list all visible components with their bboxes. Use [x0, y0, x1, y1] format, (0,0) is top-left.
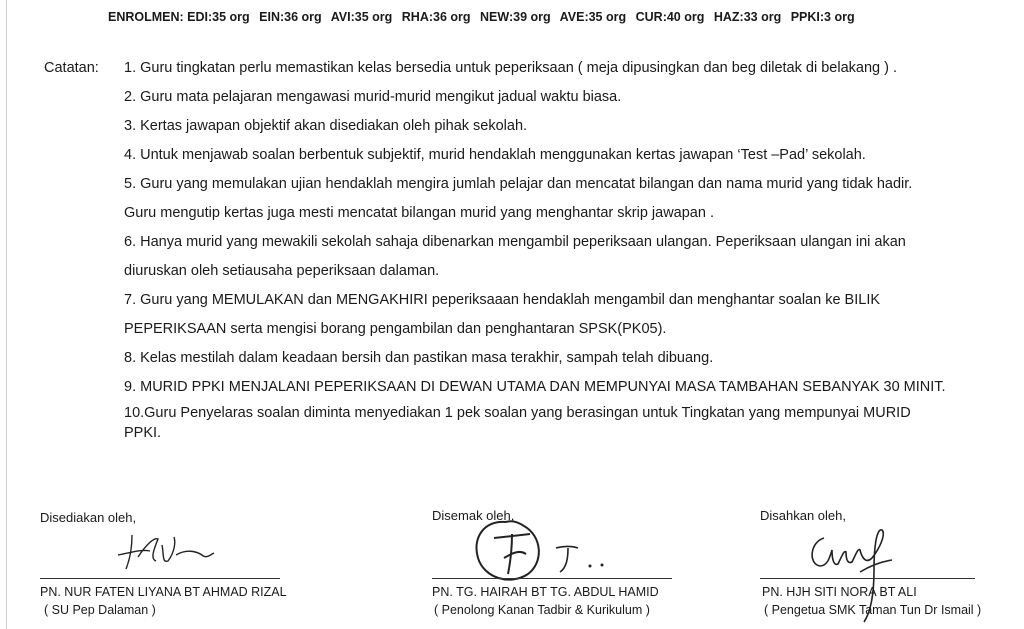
enrolment-item: CUR:40 org: [635, 10, 705, 24]
enrolment-item: PPKI:3 org: [790, 10, 855, 24]
catatan-label: Catatan:: [44, 60, 99, 76]
note-line: 6. Hanya murid yang mewakili sekolah sahaja dibenarkan mengambil peperiksaan ulangan. Peperiksaan ulangan ini akan: [124, 234, 906, 250]
signatory-name: PN. HJH SITI NORA BT ALI: [762, 585, 917, 599]
signatory-name: PN. TG. HAIRAH BT TG. ABDUL HAMID: [432, 585, 659, 599]
enrolment-item: NEW:39 org: [480, 10, 551, 24]
note-line: PEPERIKSAAN serta mengisi borang pengambilan dan penghantaran SPSK(PK05).: [124, 321, 667, 337]
note-line: 1. Guru tingkatan perlu memastikan kelas bersedia untuk peperiksaan ( meja dipusingkan dan beg diletak di belakang ) .: [124, 60, 897, 76]
prepared-by-label: Disediakan oleh,: [40, 510, 137, 525]
note-line: 5. Guru yang memulakan ujian hendaklah mengira jumlah pelajar dan mencatat bilangan dan nama murid yang tidak hadir.: [124, 176, 913, 192]
note-line: PPKI.: [124, 425, 162, 441]
signatory-name: PN. NUR FATEN LIYANA BT AHMAD RIZAL: [40, 585, 287, 599]
enrolment-item: RHA:36 org: [401, 10, 471, 24]
signature-line: [432, 578, 672, 579]
enrolment-item: AVI:35 org: [330, 10, 393, 24]
signature-1-image: [110, 525, 230, 575]
signatory-title: ( Pengetua SMK Taman Tun Dr Ismail ): [764, 603, 982, 617]
note-line: diuruskan oleh setiausaha peperiksaan dalaman.: [124, 263, 440, 279]
enrolment-item: EIN:36 org: [259, 10, 322, 24]
note-line: 9. MURID PPKI MENJALANI PEPERIKSAAN DI DEWAN UTAMA DAN MEMPUNYAI MASA TAMBAHAN SEBANYAK 30 MINIT.: [124, 379, 946, 395]
note-line: Guru mengutip kertas juga mesti mencatat bilangan murid yang menghantar skrip jawapan .: [124, 205, 714, 221]
signatory-title: ( SU Pep Dalaman ): [44, 603, 156, 617]
checked-by-label: Disemak oleh,: [432, 508, 515, 523]
enrolment-item: HAZ:33 org: [713, 10, 782, 24]
note-line: 10.Guru Penyelaras soalan diminta menyediakan 1 pek soalan yang berasingan untuk Tingkatan yang mempunyai MURID: [124, 405, 911, 421]
note-line: 3. Kertas jawapan objektif akan disediakan oleh pihak sekolah.: [124, 118, 528, 134]
enrolment-header: [108, 10, 861, 24]
signature-line: [760, 578, 975, 579]
signature-line: [40, 578, 280, 579]
enrolment-item: AVE:35 org: [559, 10, 627, 24]
note-line: 4. Untuk menjawab soalan berbentuk subjektif, murid hendaklah menggunakan kertas jawapan ‘Test –Pad’ sekolah.: [124, 147, 866, 163]
approved-by-label: Disahkan oleh,: [760, 508, 846, 523]
enrolment-item: ENROLMEN: EDI:35 org: [108, 10, 250, 24]
note-line: 2. Guru mata pelajaran mengawasi murid-murid mengikut jadual waktu biasa.: [124, 89, 622, 105]
signatory-title: ( Penolong Kanan Tadbir & Kurikulum ): [434, 603, 650, 617]
page-edge-left: [6, 0, 7, 629]
note-line: 8. Kelas mestilah dalam keadaan bersih dan pastikan masa terakhir, sampah telah dibuang.: [124, 350, 714, 366]
note-line: 7. Guru yang MEMULAKAN dan MENGAKHIRI peperiksaaan hendaklah mengambil dan menghantar soalan ke BILIK: [124, 292, 881, 308]
